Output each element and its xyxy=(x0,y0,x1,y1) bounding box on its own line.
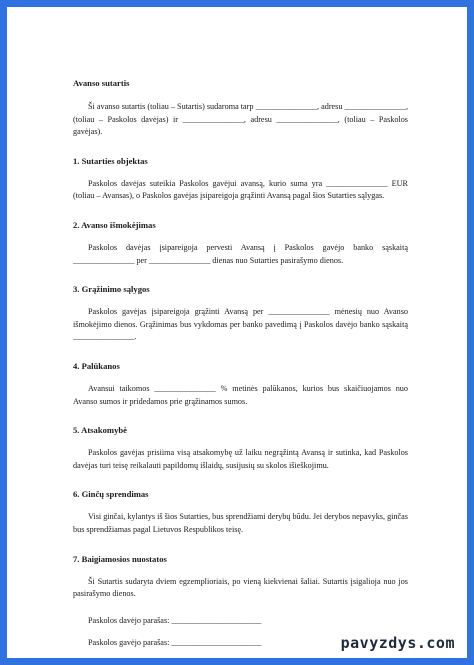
section-heading-7: 7. Baigiamosios nuostatos xyxy=(73,553,167,564)
watermark-logo: pavyzdys.com xyxy=(330,630,464,657)
section-body-4: Avansui taikomos _______________ % metinės palūkanos, kurios bus skaičiuojamos nuo Avanso sumos ir pridedamos prie grąžinamos sumos. xyxy=(73,383,408,406)
section-body-1: Paskolos davėjas suteikia Paskolos gavėjui avansą, kurio suma yra _______________ EUR (toliau – Avansas), o Paskolos gavėjas įsipareigoja grąžinti Avansą pagal šios Sutarties sąlygas. xyxy=(73,178,408,201)
section-body-2: Paskolos davėjas įsipareigoja pervesti Avansą į Paskolos gavėjo banko sąskaitą _______________ per _______________ dienas nuo Sutarties pasirašymo dienos. xyxy=(73,242,408,265)
borrower-signature-line: Paskolos gavėjo parašas: ______________________ xyxy=(88,638,262,648)
section-body-6: Visi ginčai, kylantys iš šios Sutarties, bus sprendžiami derybų būdu. Jei derybos nepavyks, ginčas bus sprendžiamas pagal Lietuvos Respublikos teisę. xyxy=(73,512,408,534)
section-heading-6: 6. Ginčų sprendimas xyxy=(73,489,149,500)
document-content xyxy=(73,77,408,650)
section-heading-3: 3. Grąžinimo sąlygos xyxy=(73,284,150,295)
intro-paragraph: Ši avanso sutartis (toliau – Sutartis) sudaroma tarp _______________, adresu _______________, (toliau – Paskolos davėjas) ir _______________, adresu _______________, (toliau – Paskolos gavėjas). xyxy=(73,102,408,137)
document-page xyxy=(7,7,467,658)
lender-signature-line: Paskolos davėjo parašas: ______________________ xyxy=(88,615,262,625)
section-body-5: Paskolos gavėjas prisiima visą atsakomybę už laiku negrąžintą Avansą ir sutinka, kad Paskolos davėjas turi teisę reikalauti papildomų išlaidų, susijusių su skolos išieškojimu. xyxy=(73,448,408,470)
section-heading-2: 2. Avanso išmokėjimas xyxy=(73,219,156,230)
section-body-3: Paskolos gavėjas įsipareigoja grąžinti Avansą per _______________ mėnesių nuo Avanso išmokėjimo dienos. Grąžinimas bus vykdomas per banko pavedimą į Paskolos davėjo banko sąskaitą _______________. xyxy=(73,307,408,342)
section-heading-1: 1. Sutarties objektas xyxy=(73,155,148,166)
section-heading-4: 4. Palūkanos xyxy=(73,360,120,371)
document-title: Avanso sutartis xyxy=(73,78,130,88)
section-body-7: Ši Sutartis sudaryta dviem egzemplioriais, po vieną kiekvienai šaliai. Sutartis įsigalioja nuo jos pasirašymo dienos. xyxy=(73,576,408,599)
section-heading-5: 5. Atsakomybė xyxy=(73,425,127,436)
